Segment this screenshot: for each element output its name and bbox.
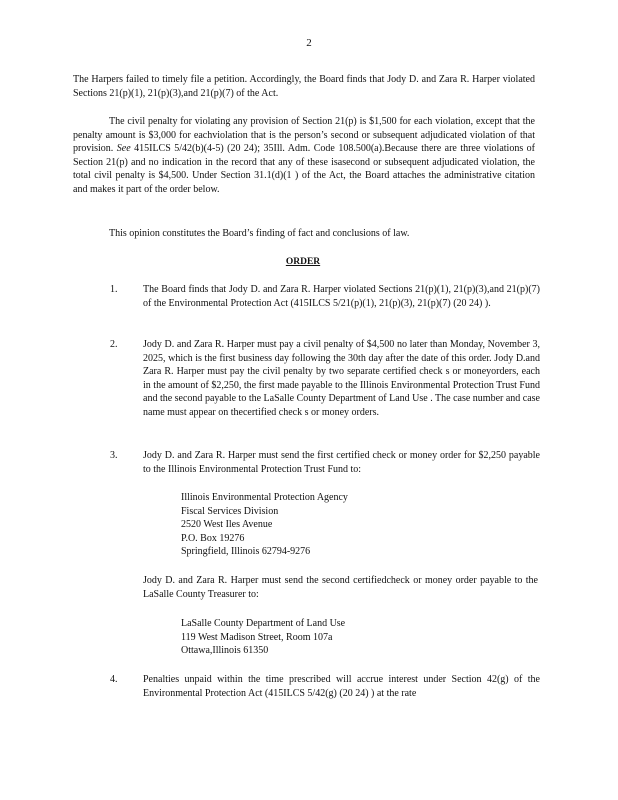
address-line: Ottawa,Illinois 61350 <box>181 645 269 657</box>
order-heading: ORDER <box>285 257 321 267</box>
item-number: 3. <box>110 450 118 461</box>
address-line: 2520 West Iles Avenue <box>181 519 273 531</box>
address-line: 119 West Madison Street, Room 107a <box>181 631 333 643</box>
address-epa <box>181 491 348 559</box>
item-text: Penalties unpaid within the time prescribed will accrue interest under Section 42(g) of the Environmental Protection Act (415ILCS 5/42(g) (20 24) ) at the rate <box>143 674 540 699</box>
order-item-2 <box>110 338 540 420</box>
item-number: 1. <box>110 284 118 295</box>
paragraph-findings <box>73 73 535 100</box>
address-line: Fiscal Services Division <box>181 505 279 517</box>
order-item-3 <box>110 449 540 476</box>
second-send-instruction: Jody D. and Zara R. Harper must send the second certifiedcheck or money order payable to the LaSalle County Treasurer to: <box>143 575 538 600</box>
order-item-1 <box>110 283 540 310</box>
item-text: Jody D. and Zara R. Harper must send the first certified check or money order for $2,250 payable to the Illinois Environmental Protection Trust Fund to: <box>143 450 540 475</box>
item-text: Jody D. and Zara R. Harper must pay a civil penalty of $4,500 no later than Monday, November 3, 2025, which is the first business day following the 30th day after the date of this order. Jody D.and Zara R. Harper must pay the civil penalty by two separate certified check s or moneyorders, each in the amount of $2,250, the first made payable to the Illinois Environmental Protection Trust Fund and the second payable to the LaSalle County Department of Land Use . The case number and case name must appear on thecertified check s or money orders. <box>143 339 540 418</box>
penalty-text-cont: 415ILCS 5/42(b)(4-5) (20 24); 35Ill. Adm. Code 108.500(a).Because there are three violations of Section 21(p) and no indication in the record that any of these isasecond or subsequent adjudicated violation, the total civil penalty is $4,500. Under Section 31.1(d)(1 ) of the Act, the Board attaches the administrative citation and makes it part of the order below. <box>73 143 535 195</box>
item-number: 2. <box>110 339 118 350</box>
paragraph-opinion <box>73 227 535 241</box>
address-lasalle <box>181 617 345 658</box>
citation-signal: See <box>116 143 131 155</box>
address-line: Springfield, Illinois 62794-9276 <box>181 546 311 558</box>
paragraph-text: The Harpers failed to timely file a petition. Accordingly, the Board finds that Jody D. and Zara R. Harper violated Sections 21(p)(1), 21(p)(3),and 21(p)(7) of the Act. <box>73 74 535 99</box>
item-number: 4. <box>110 674 118 685</box>
paragraph-text: This opinion constitutes the Board’s finding of fact and conclusions of law. <box>109 228 410 239</box>
penalty-text: The civil penalty for violating any provision of Section 21(p) is $1,500 for each violation, except that the penalty amount is $3,000 for eachviolation that is the person’s second or subsequent adjudicated violation of that provision. <box>73 116 535 155</box>
address-line: P.O. Box 19276 <box>181 532 245 544</box>
paragraph-text <box>73 115 535 197</box>
address-line: LaSalle County Department of Land Use <box>181 618 346 629</box>
page-number: 2 <box>306 37 312 49</box>
item-text: The Board finds that Jody D. and Zara R. Harper violated Sections 21(p)(1), 21(p)(3),and 21(p)(7) of the Environmental Protection Act (415ILCS 5/21(p)(1), 21(p)(3), 21(p)(7) (20 24) ). <box>143 284 540 309</box>
order-item-4 <box>110 673 540 700</box>
paragraph-civil-penalty <box>73 115 535 197</box>
address-line: Illinois Environmental Protection Agency <box>181 492 348 503</box>
